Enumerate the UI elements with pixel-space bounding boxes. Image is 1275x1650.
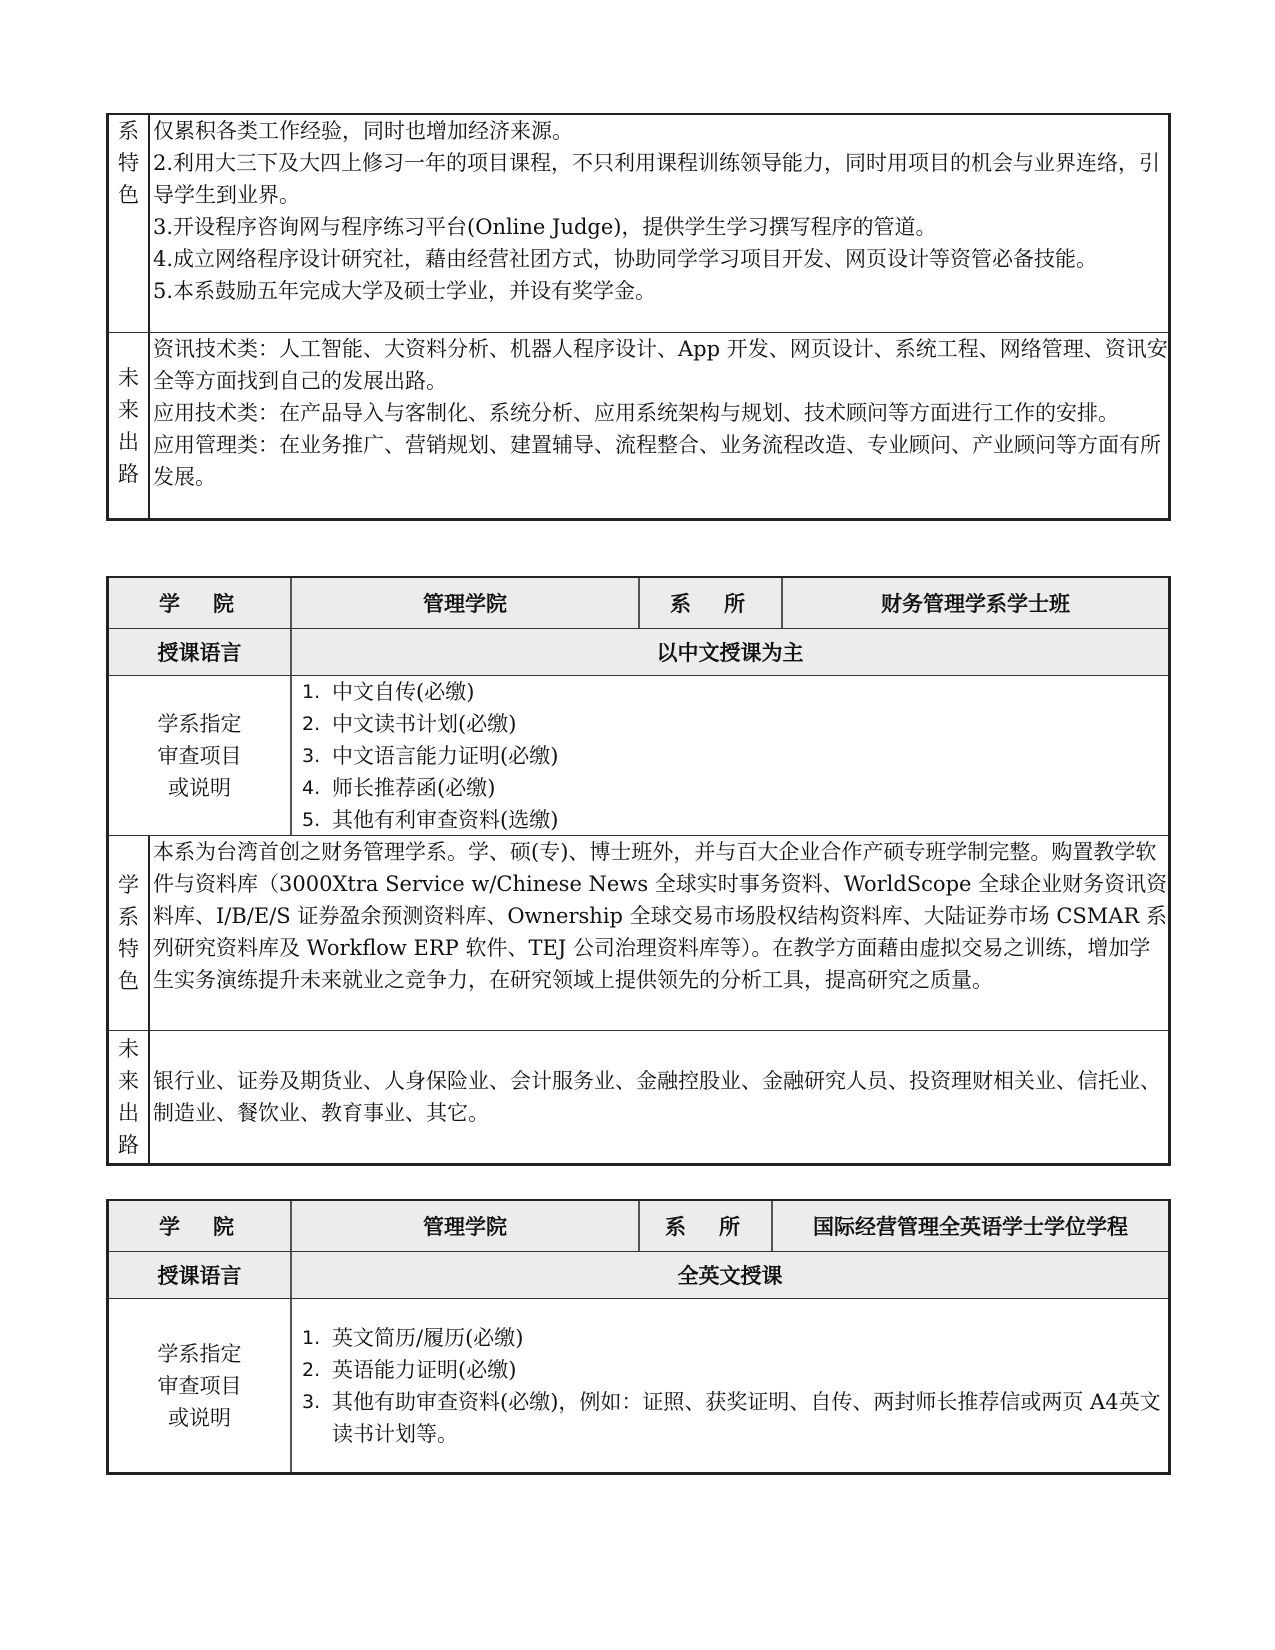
future-label: 未 来 出 路 [109, 333, 150, 518]
requirements-label: 学系指定 审查项目 或说明 [109, 676, 292, 835]
college-value: 管理学院 [292, 578, 640, 628]
dept-value: 国际经营管理全英语学士学位学程 [773, 1201, 1168, 1251]
future-row [109, 332, 1168, 518]
requirements-row [109, 1298, 1168, 1472]
header-row [109, 1201, 1168, 1251]
features-text: 仅累积各类工作经验，同时也增加经济来源。 2.利用大三下及大四上修习一年的项目课程，不只利用课程训练领导能力，同时用项目的机会与业界连络，引导学生到业界。 3.开设程序咨询网与程序练习平台(Online Judge)，提供学生学习撰写程序的管道。 4.成立网络程序设计研究社，藉由经营社团方式，协助同学学习项目开发、网页设计等资管必备技能。 5.本系鼓励五年完成大学及硕士学业，并设有奖学金。 [153, 119, 1161, 303]
list-item: 2. 英语能力证明(必缴) [302, 1357, 517, 1382]
requirements-list [292, 1299, 1168, 1472]
future-row [109, 1030, 1168, 1163]
dept-label: 系 所 [640, 578, 783, 628]
dept-table-continued [106, 113, 1171, 521]
dept-label: 系 所 [640, 1201, 773, 1251]
lang-row [109, 1251, 1168, 1298]
dept-value: 财务管理学系学士班 [783, 578, 1168, 628]
list-item: 3. 其他有助审查资料(必缴)，例如：证照、获奖证明、自传、两封师长推荐信或两页 A4英文读书计划等。 [302, 1389, 1161, 1446]
requirements-label: 学系指定 审查项目 或说明 [109, 1299, 292, 1472]
requirements-row [109, 675, 1168, 835]
requirements-list [292, 676, 1168, 835]
lang-label: 授课语言 [109, 629, 292, 675]
college-label: 学 院 [109, 1201, 292, 1251]
future-text: 资讯技术类：人工智能、大资料分析、机器人程序设计、App 开发、网页设计、系统工程、网络管理、资讯安全等方面找到自己的发展出路。 应用技术类：在产品导入与客制化、系统分析、应用系统架构与规划、技术顾问等方面进行工作的安排。 应用管理类：在业务推广、营销规划、建置辅导、流程整合、业务流程改造、专业顾问、产业顾问等方面有所发展。 [153, 337, 1168, 489]
lang-label: 授课语言 [109, 1252, 292, 1298]
header-row [109, 578, 1168, 628]
list-item: 3. 中文语言能力证明(必缴) [302, 744, 559, 768]
features-label: 系 特 色 [109, 115, 150, 332]
future-label: 未 来 出 路 [109, 1031, 150, 1163]
lang-value: 全英文授课 [292, 1252, 1168, 1298]
list-item: 1. 英文简历/履历(必缴) [302, 1325, 524, 1350]
dept-table-finance [106, 576, 1171, 1166]
lang-row [109, 628, 1168, 675]
features-text: 本系为台湾首创之财务管理学系。学、硕(专)、博士班外，并与百大企业合作产硕专班学制完整。购置教学软件与资料库（3000Xtra Service w/Chinese News 全球实时事务资料、WorldScope 全球企业财务资讯资料库、I/B/E/S 证券盈余预测资料库、Ownership 全球交易市场股权结构资料库、大陆证券市场 CSMAR 系列研究资料库及 Workflow ERP 软件、TEJ 公司治理资料库等）。在教学方面藉由虚拟交易之训练，增加学生实务演练提升未来就业之竞争力，在研究领域上提供领先的分析工具，提高研究之质量。 [153, 840, 1168, 992]
list-item: 5. 其他有利审查资料(选缴) [302, 808, 559, 832]
future-text: 银行业、证券及期货业、人身保险业、会计服务业、金融控股业、金融研究人员、投资理财相关业、信托业、制造业、餐饮业、教育事业、其它。 [153, 1069, 1161, 1125]
lang-value: 以中文授课为主 [292, 629, 1168, 675]
list-item: 4. 师长推荐函(必缴) [302, 776, 496, 800]
dept-table-international [106, 1199, 1171, 1475]
list-item: 1. 中文自传(必缴) [302, 680, 475, 704]
features-row [109, 115, 1168, 332]
college-value: 管理学院 [292, 1201, 640, 1251]
features-row [109, 835, 1168, 1030]
features-label: 学 系 特 色 [109, 836, 150, 1030]
list-item: 2. 中文读书计划(必缴) [302, 712, 517, 736]
college-label: 学 院 [109, 578, 292, 628]
